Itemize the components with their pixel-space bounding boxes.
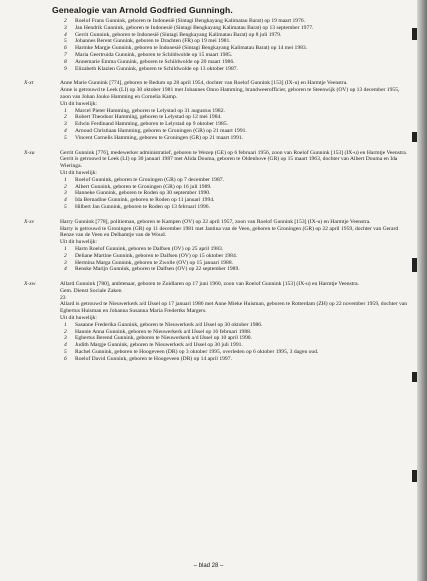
child-item	[60, 329, 408, 336]
children-label: Uit dit huwelijk:	[60, 315, 97, 322]
child-number: 8	[64, 58, 67, 65]
page-footer: – blad 28 –	[193, 563, 224, 569]
child-text: Roelof Frans Gunnink, geboren te Indonesië (Sintagi Bengkayang Kalimatau Barat) op 19 maart 1976.	[75, 18, 306, 24]
child-number: 2	[64, 114, 67, 121]
child-text: Hilbert Jan Gunnink, geboren te Roden op 13 februari 1996.	[75, 203, 210, 210]
entry-block	[24, 150, 408, 211]
edge-mark	[412, 28, 417, 40]
child-item	[60, 18, 408, 25]
child-item	[60, 45, 408, 52]
entry-line: Anne Marie Gunnink [774], geboren te Bedum op 28 april 1954, dochter van Roelof Gunnink [153] (IX-u) en Harmtje Veenstra.	[60, 80, 348, 87]
child-item	[60, 135, 408, 142]
entry-code: X-xu	[24, 149, 35, 156]
entry-line: Harry is getrouwd te Groningen (GR) op 11 december 1981 met Jantina van de Veen, geboren te Groningen (GR) op 22 april 1959, dochter van Gerard Renze van de Veen en Delhamtje van de Woud.	[60, 225, 399, 239]
child-item	[60, 246, 408, 253]
child-text: Deliane Martine Gunnink, geboren te Dalfsen (OV) op 15 oktober 1984.	[75, 252, 238, 259]
page-edge	[417, 0, 427, 581]
child-text: Gerrit Gunnink, geboren te Indonesië (Sintagi Bengkayang Kalimatau Barat) op 8 juli 1979.	[75, 31, 282, 38]
child-text: Maria Geertruida Gunnink, geboren te Schildwolde op 15 maart 1985.	[75, 51, 233, 58]
child-number: 1	[64, 107, 67, 114]
entry-line: 23	[60, 294, 66, 301]
child-number: 5	[64, 203, 67, 210]
child-number: 1	[64, 176, 67, 183]
child-item	[60, 121, 408, 128]
child-text: Jan Hendrik Gunnink, geboren te Indonesië (Sintagi Bengkayang Kalimatau Barat) op 13 september 1977.	[75, 24, 314, 31]
child-number: 5	[64, 38, 67, 45]
child-item	[60, 335, 408, 342]
child-item	[60, 108, 408, 115]
children-list-continued	[60, 18, 408, 72]
child-number: 3	[64, 190, 67, 197]
child-number: 1	[64, 245, 67, 252]
entry-block	[24, 219, 408, 273]
children-label: Uit dit huwelijk:	[60, 169, 97, 176]
child-item	[60, 253, 408, 260]
child-number: 3	[64, 259, 67, 266]
entry-block	[24, 281, 408, 363]
edge-mark	[412, 372, 417, 382]
child-number: 2	[64, 18, 67, 24]
child-number: 4	[64, 266, 67, 273]
child-text: Hermina Marga Gunnink, geboren te Zwolle (OV) op 15 januari 1988.	[75, 259, 234, 266]
child-text: Rachel Gunnink, geboren te Hoogeveen (DR) op 3 oktober 1995, overleden op 6 oktober 1995, 3 dagen oud.	[75, 349, 319, 356]
child-item	[60, 52, 408, 59]
page-header: Genealogie van Arnold Godfried Gunningh.	[52, 5, 233, 15]
child-text: Hanneke Gunnink, geboren te Roden op 30 september 1990.	[75, 190, 211, 197]
child-text: Judith Margje Gunnink, geboren te Nieuwerkerk a/d IJssel op 30 juli 1991.	[75, 342, 243, 349]
edge-mark	[412, 258, 417, 272]
child-item	[60, 128, 408, 135]
entry-line: Harry Gunnink [778], politieman, geboren te Kampen (OV) op 22 april 1957, zoon van Roelof Gunnink [153] (IX-u) en Harmtje Veenstra.	[60, 218, 371, 225]
entry-line: Allard is getrouwd te Nieuwerkerk a/d IJssel op 17 januari 1986 met Anne Mieke Huisman, geboren te Rotterdam (ZH) op 22 november 1959, dochter van Egbertus Huisman en Johanna Susanna Maria Fredertks Margers.	[60, 301, 408, 315]
entry-body	[60, 281, 408, 363]
child-number: 3	[64, 121, 67, 128]
entry-line: Allard Gunnink [780], ambtenaar, geboren te Zuidlaren op 17 juni 1960, zoon van Roelof Gunnink [153] (IX-u) en Harmtje Veenstra.	[60, 281, 360, 288]
child-number: 4	[64, 127, 67, 134]
child-item	[60, 184, 408, 191]
child-number: 2	[64, 328, 67, 335]
child-text: Elizabeth Klazien Gunnink, geboren te Schildwolde op 13 oktober 1987.	[75, 65, 238, 72]
child-text: Sasanne Frederika Gunnink, geboren te Nieuwerkerk a/d IJssel op 30 oktober 1986.	[75, 321, 263, 328]
child-text: Edwin Ferdinand Hamming, geboren te Lelystad op 9 oktober 1985.	[75, 121, 229, 128]
entry-line: Gerrit Gunnink [776], medewerker administratief, geboren te Wezep (GE) op 6 februari 1956, zoon van Roelof Gunnink [153] (IX-u) en Harmtje Veenstra.	[60, 149, 408, 156]
entry-body	[60, 219, 408, 273]
child-number: 3	[64, 24, 67, 31]
child-number: 4	[64, 31, 67, 38]
child-item	[60, 25, 408, 32]
child-text: Roelof David Gunnink, geboren te Hoogeveen (DR) op 14 april 1997.	[75, 355, 232, 362]
child-item	[60, 114, 408, 121]
child-text: Arnoud Christiaan Hamming, geboren te Groningen (GR) op 21 maart 1991.	[75, 127, 247, 134]
child-item	[60, 59, 408, 66]
child-number: 2	[64, 183, 67, 190]
children-label: Uit dit huwelijk:	[60, 100, 97, 107]
entry-body	[60, 80, 408, 141]
children-label: Uit dit huwelijk:	[60, 239, 97, 246]
child-text: Robert Theodoor Hamming, geboren te Lelystad op 12 mei 1984.	[75, 114, 222, 121]
edge-mark	[412, 132, 417, 142]
edge-mark	[412, 470, 417, 482]
entry-body	[60, 150, 408, 211]
entries-list	[24, 80, 408, 362]
child-text: Harmke Margje Gunnink, geboren te Indonesië (Sintagi Bengkayang Kalimatau Barat) op 14 mei 1983.	[75, 45, 308, 52]
child-number: 6	[64, 45, 67, 52]
child-item	[60, 349, 408, 356]
child-number: 6	[64, 355, 67, 362]
child-number: 9	[64, 65, 67, 72]
entry-line: Gem. Dienst Sociale Zaken	[60, 287, 122, 294]
entry-line: Anne is getrouwd te Leek (LI) op 30 oktober 1981 met Johannes Onno Hamming, brandweerofficier, geboren te Steenwijk (OV) op 13 december 1955, zoon van Johan Jouko Hamming en Cornelia Kamp.	[60, 87, 400, 100]
child-text: Annemarie Emma Gunnink, geboren te Schildwolde op 20 maart 1986.	[75, 58, 235, 65]
child-item	[60, 266, 408, 273]
child-text: Albert Gunnink, geboren te Groningen (GR) op 16 juli 1989.	[75, 183, 212, 190]
entry-line: Gerrit is getrouwd te Leek (LI) op 30 januari 1987 met Alida Douma, geboren te Oldenhove (GR) op 15 maart 1963, dochter van Albert Douma en Ida Wieringa.	[60, 156, 398, 170]
child-item	[60, 177, 408, 184]
child-number: 4	[64, 342, 67, 349]
child-text: Ida Bernadine Gunnink, geboren te Roden op 11 januari 1994.	[75, 197, 215, 204]
child-number: 5	[64, 349, 67, 356]
entry-code: X-xt	[24, 80, 34, 87]
child-number: 2	[64, 252, 67, 259]
page-content	[24, 18, 408, 371]
child-text: Renske Marijn Gunnink, geboren te Dalfsen (OV) op 22 september 1989.	[75, 266, 240, 273]
child-item	[60, 204, 408, 211]
child-text: Egbertus Berend Gunnink, geboren te Nieuwerkerk a/d IJssel op 10 april 1990.	[75, 335, 252, 342]
child-text: Harm Roelof Gunnink, geboren te Dalfsen (OV) op 25 april 1983.	[75, 245, 224, 252]
child-number: 3	[64, 335, 67, 342]
child-text: Marcel Pieter Hamming, geboren te Lelystad op 31 augustus 1982.	[75, 107, 225, 114]
child-number: 4	[64, 197, 67, 204]
child-text: Vincent Cornelis Hamming, geboren te Groningen (GR) op 21 maart 1991.	[75, 134, 244, 141]
child-item	[60, 190, 408, 197]
child-number: 7	[64, 51, 67, 58]
entry-code: X-xw	[24, 281, 36, 288]
child-item	[60, 197, 408, 204]
child-number: 1	[64, 321, 67, 328]
child-text: Hannie Anna Gunnink, geboren te Nieuwerkerk a/d IJssel op 16 februari 1988.	[75, 328, 252, 335]
child-text: Johannes Berent Gunnink, geboren te Drachten (FR) op 19 mei 1981.	[75, 38, 231, 45]
entry-block	[24, 80, 408, 141]
child-item	[60, 322, 408, 329]
child-number: 5	[64, 134, 67, 141]
child-item	[60, 66, 408, 73]
entry-code: X-xv	[24, 218, 35, 225]
child-text: Roelof Gunnink, geboren te Groningen (GR) op 7 december 1987.	[75, 176, 224, 183]
child-item	[60, 356, 408, 363]
